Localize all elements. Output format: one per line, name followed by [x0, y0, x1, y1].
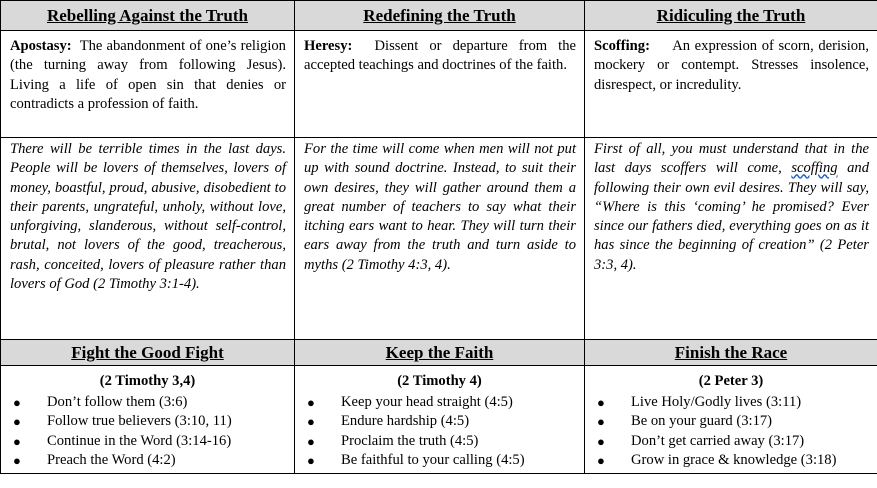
header-rebelling-text: Rebelling Against the Truth	[46, 5, 249, 25]
definition-apostasy-text: The abandonment of one’s religion (the turning away from following Jesus). Living a life of open sin that denies or contradicts a profession of faith.	[10, 38, 286, 112]
header-ridiculing	[585, 1, 877, 31]
bullet-icon: ●	[597, 394, 605, 410]
list-fight-ref: (2 Timothy 3,4)	[99, 373, 196, 389]
list-item-text: Proclaim the truth (4:5)	[341, 432, 479, 449]
quote-peter-3-before: First of all, you must understand that in the last days scoffers will come,	[594, 141, 869, 177]
list-fight-items	[9, 393, 286, 471]
quote-timothy-3-text: There will be terrible times in the last days. People will be lovers of themselves, lovers of money, boastful, proud, abusive, disobedient to their parents, ungrateful, unholy, without love, unforgiving, slanderous, without self-control, brutal, not lovers of the good, treacherous, rash, conceited, lovers of pleasure rather than lovers of God (2 Timothy 3:1-4).	[10, 141, 286, 293]
definition-heresy	[295, 31, 585, 138]
list-item-text: Live Holy/Godly lives (3:11)	[631, 393, 802, 410]
definition-scoffing-text: An expression of scorn, derision, mockery or contempt. Stresses insolence, disrespect, or incredulity.	[594, 38, 869, 93]
list-item-text: Preach the Word (4:2)	[47, 452, 176, 468]
bullet-icon: ●	[13, 433, 21, 449]
list-item-text: Be on your guard (3:17)	[631, 413, 773, 429]
bullet-icon: ●	[13, 394, 21, 410]
list-item	[9, 432, 286, 452]
definition-row	[1, 31, 877, 138]
list-item	[593, 451, 869, 471]
list-item-text: Endure hardship (4:5)	[341, 413, 470, 429]
list-item	[593, 393, 869, 413]
list-item-text: Don’t follow them (3:6)	[47, 393, 188, 410]
bullet-icon: ●	[13, 453, 21, 468]
header-finish	[585, 340, 877, 366]
bullet-icon: ●	[307, 414, 315, 429]
header-fight-text: Fight the Good Fight	[71, 342, 224, 362]
header-ridiculing-text: Ridiculing the Truth	[656, 5, 806, 25]
list-item	[593, 412, 869, 432]
term-heresy: Heresy:	[304, 38, 353, 54]
header-rebelling	[1, 1, 295, 31]
list-item-text: Be faithful to your calling (4:5)	[341, 452, 525, 468]
list-item-text: Don’t get carried away (3:17)	[631, 432, 805, 449]
list-keep-ref: (2 Timothy 4)	[397, 373, 482, 389]
header-redefining	[295, 1, 585, 31]
header-keep	[295, 340, 585, 366]
list-item	[303, 432, 576, 452]
list-item	[9, 412, 286, 432]
list-item-text: Keep your head straight (4:5)	[341, 393, 513, 410]
list-fight	[1, 366, 295, 474]
bullet-icon: ●	[307, 453, 315, 468]
header-redefining-text: Redefining the Truth	[363, 5, 516, 25]
top-header-row	[1, 1, 877, 31]
list-item	[303, 393, 576, 413]
definition-apostasy	[1, 31, 295, 138]
list-item-text: Follow true believers (3:10, 11)	[47, 413, 232, 429]
header-keep-text: Keep the Faith	[385, 342, 494, 362]
bullet-icon: ●	[597, 433, 605, 449]
quote-peter-3	[585, 138, 877, 340]
spellcheck-word[interactable]: scoffing	[791, 160, 838, 177]
bullet-icon: ●	[597, 453, 605, 468]
list-item	[593, 432, 869, 452]
bullet-icon: ●	[597, 414, 605, 429]
definition-heresy-text: Dissent or departure from the accepted teachings and doctrines of the faith.	[304, 38, 577, 74]
list-item	[9, 451, 286, 471]
definition-scoffing	[585, 31, 877, 138]
list-keep-items	[303, 393, 576, 471]
list-item	[303, 451, 576, 471]
quote-row	[1, 138, 877, 340]
list-item-text: Continue in the Word (3:14-16)	[47, 432, 232, 449]
quote-peter-3-after: and following their own evil desires. They will say, “Where is this ‘coming’ he promised? Ever since our fathers died, everything goes on as it has since the beginning of creation” (2 Peter 3:3, 4).	[594, 160, 869, 273]
header-fight	[1, 340, 295, 366]
quote-timothy-4	[295, 138, 585, 340]
list-item	[303, 412, 576, 432]
term-apostasy: Apostasy:	[10, 38, 72, 54]
term-scoffing: Scoffing:	[594, 38, 650, 54]
list-item	[9, 393, 286, 413]
bullet-icon: ●	[307, 394, 315, 410]
list-keep	[295, 366, 585, 474]
list-finish	[585, 366, 877, 474]
bottom-header-row	[1, 340, 877, 366]
list-item-text: Grow in grace & knowledge (3:18)	[631, 452, 837, 468]
list-finish-items	[593, 393, 869, 471]
header-finish-text: Finish the Race	[674, 342, 788, 362]
bullet-icon: ●	[307, 433, 315, 449]
bullet-icon: ●	[13, 414, 21, 429]
list-finish-ref: (2 Peter 3)	[698, 373, 764, 389]
quote-timothy-4-text: For the time will come when men will not put up with sound doctrine. Instead, to suit their own desires, they will gather around them a great number of teachers to say what their itching ears want to hear. They will turn their ears away from the truth and turn aside to myths (2 Timothy 4:3, 4).	[304, 141, 576, 273]
list-row	[1, 366, 877, 474]
quote-timothy-3	[1, 138, 295, 340]
